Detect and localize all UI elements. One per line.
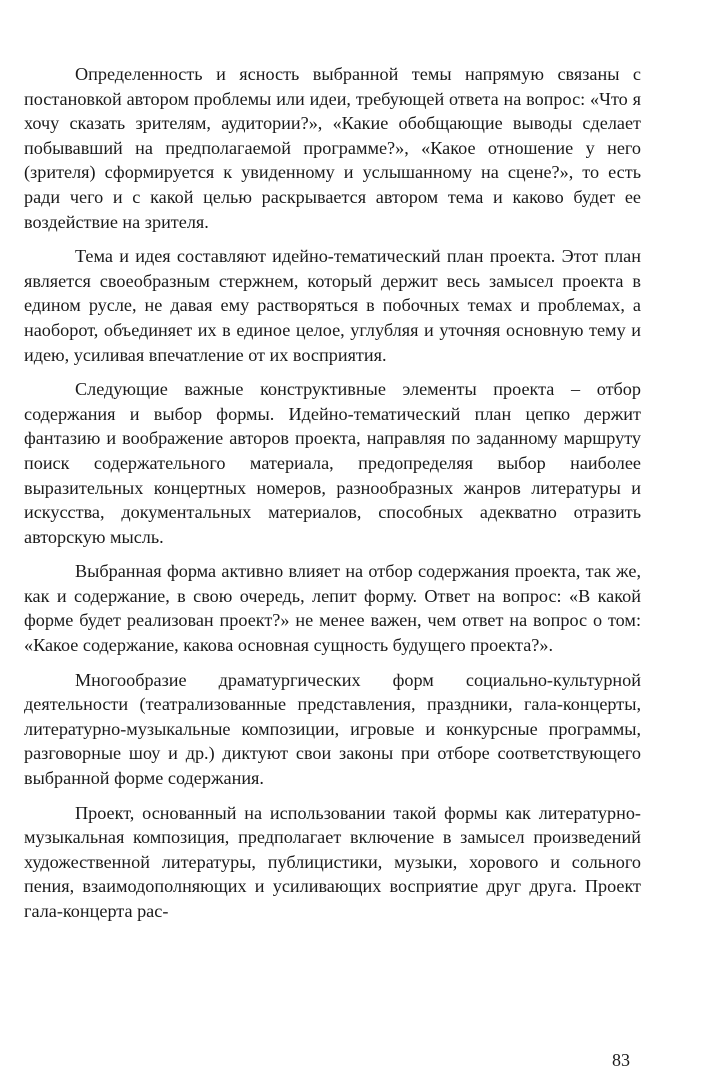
paragraph-3: Следующие важные конструктивные элементы проекта – отбор содержания и выбор формы. Идейно-тематический план цепко держит фантазию и воображение авторов проекта, направляя по заданному маршруту поиск содержательного материала, предопределяя выбор наиболее выразительных концертных номеров, разнообразных жанров литературы и искусства, документальных материалов, способных адекватно отразить авторскую мысль. xyxy=(24,379,641,547)
page-body xyxy=(24,62,641,934)
paragraph-2: Тема и идея составляют идейно-тематический план проекта. Этот план является своеобразным стержнем, который держит весь замысел проекта в едином русле, не давая ему растворяться в побочных темах и проблемах, а наоборот, объединяет их в единое целое, углубляя и уточняя основную тему и идею, усиливая впечатление от их восприятия. xyxy=(24,246,641,365)
paragraph-4: Выбранная форма активно влияет на отбор содержания проекта, так же, как и содержание, в свою очередь, лепит форму. Ответ на вопрос: «В какой форме будет реализован проект?» не менее важен, чем ответ на вопрос о том: «Какое содержание, какова основная сущность будущего проекта?». xyxy=(24,561,641,656)
paragraph-6: Проект, основанный на использовании такой формы как литературно-музыкальная композиция, предполагает включение в замысел произведений художественной литературы, публицистики, музыки, хорового и сольного пения, взаимодополняющих и усиливающих восприятие друг друга. Проект гала-концерта рас- xyxy=(24,802,641,921)
page-number: 83 xyxy=(612,1050,630,1070)
paragraph-1: Определенность и ясность выбранной темы напрямую связаны с постановкой автором проблемы или идеи, требующей ответа на вопрос: «Что я хочу сказать зрителям, аудитории?», «Какие обобщающие выводы сделает побывавший на предполагаемой программе?», «Какое отношение у него (зрителя) сформируется к увиденному и услышанному на сцене?», то есть ради чего и с какой целью раскрывается автором тема и каково будет ее воздействие на зрителя. xyxy=(24,64,641,232)
paragraph-5: Многообразие драматургических форм социально-культурной деятельности (театрализованные представления, праздники, гала-концерты, литературно-музыкальные композиции, игровые и конкурсные программы, разговорные шоу и др.) диктуют свои законы при отборе соответствующего выбранной форме содержания. xyxy=(24,669,641,789)
